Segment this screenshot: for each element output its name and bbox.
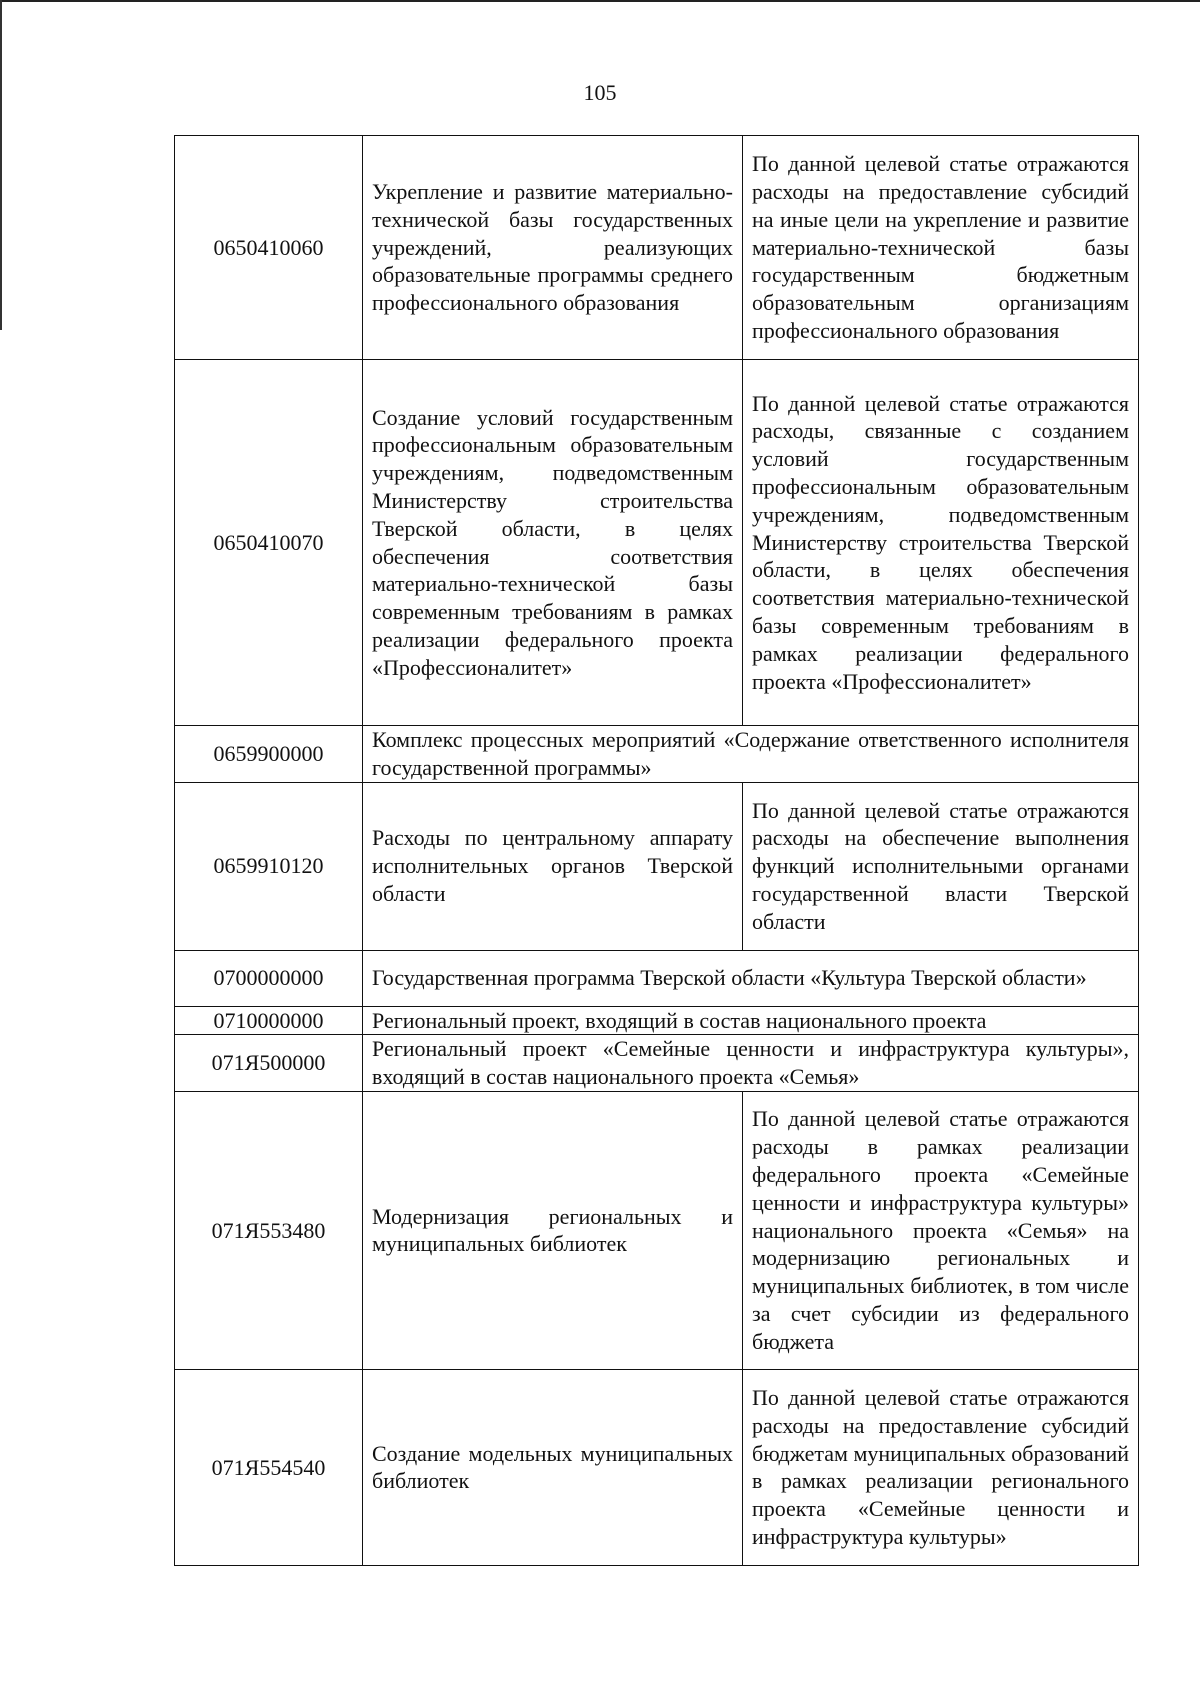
- row-span-text: Комплекс процессных мероприятий «Содержание ответственного исполнителя государственной программы»: [363, 726, 1139, 783]
- table-row: [175, 782, 1139, 950]
- table-row: [175, 360, 1139, 726]
- scan-top-edge: [0, 0, 1200, 2]
- row-span-text: Государственная программа Тверской области «Культура Тверской области»: [363, 950, 1139, 1006]
- row-code: 0659900000: [175, 726, 363, 783]
- table-row: [175, 1035, 1139, 1092]
- table-row: [175, 136, 1139, 360]
- row-description: По данной целевой статье отражаются расходы на предоставление субсидий бюджетам муниципальных образований в рамках реализации регионального проекта «Семейные ценности и инфраструктура культуры»: [743, 1369, 1139, 1565]
- row-name: Модернизация региональных и муниципальных библиотек: [363, 1091, 743, 1369]
- row-name: Расходы по центральному аппарату исполнительных органов Тверской области: [363, 782, 743, 950]
- table-row: [175, 1006, 1139, 1035]
- row-code: 0659910120: [175, 782, 363, 950]
- table-row: [175, 726, 1139, 783]
- row-description: По данной целевой статье отражаются расходы в рамках реализации федерального проекта «Семейные ценности и инфраструктура культуры» национального проекта «Семья» на модернизацию региональных и муниципальных библиотек, в том числе за счет субсидии из федерального бюджета: [743, 1091, 1139, 1369]
- row-name: Укрепление и развитие материально-технической базы государственных учреждений, реализующих образовательные программы среднего профессионального образования: [363, 136, 743, 360]
- row-description: По данной целевой статье отражаются расходы на обеспечение выполнения функций исполнительными органами государственной власти Тверской области: [743, 782, 1139, 950]
- row-code: 0710000000: [175, 1006, 363, 1035]
- scan-left-edge: [0, 0, 2, 330]
- page-number: 105: [583, 80, 617, 105]
- row-span-text: Региональный проект «Семейные ценности и инфраструктура культуры», входящий в состав национального проекта «Семья»: [363, 1035, 1139, 1092]
- table-row: [175, 1369, 1139, 1565]
- row-name: Создание условий государственным профессиональным образовательным учреждениям, подведомственным Министерству строительства Тверской области, в целях обеспечения соответствия материально-технической базы современным требованиям в рамках реализации федерального проекта «Профессионалитет»: [363, 360, 743, 726]
- row-description: По данной целевой статье отражаются расходы, связанные с созданием условий государственным профессиональным образовательным учреждениям, подведомственным Министерству строительства Тверской области, в целях обеспечения соответствия материально-технической базы современным требованиям в рамках реализации федерального проекта «Профессионалитет»: [743, 360, 1139, 726]
- budget-classification-table: [174, 135, 1139, 1566]
- table-row: [175, 950, 1139, 1006]
- row-code: 0700000000: [175, 950, 363, 1006]
- row-span-text: Региональный проект, входящий в состав национального проекта: [363, 1006, 1139, 1035]
- row-name: Создание модельных муниципальных библиотек: [363, 1369, 743, 1565]
- row-code: 071Я554540: [175, 1369, 363, 1565]
- table-row: [175, 1091, 1139, 1369]
- row-code: 071Я500000: [175, 1035, 363, 1092]
- row-code: 0650410070: [175, 360, 363, 726]
- row-code: 071Я553480: [175, 1091, 363, 1369]
- row-code: 0650410060: [175, 136, 363, 360]
- row-description: По данной целевой статье отражаются расходы на предоставление субсидий на иные цели на укрепление и развитие материально-технической базы государственным бюджетным образовательным организациям профессионального образования: [743, 136, 1139, 360]
